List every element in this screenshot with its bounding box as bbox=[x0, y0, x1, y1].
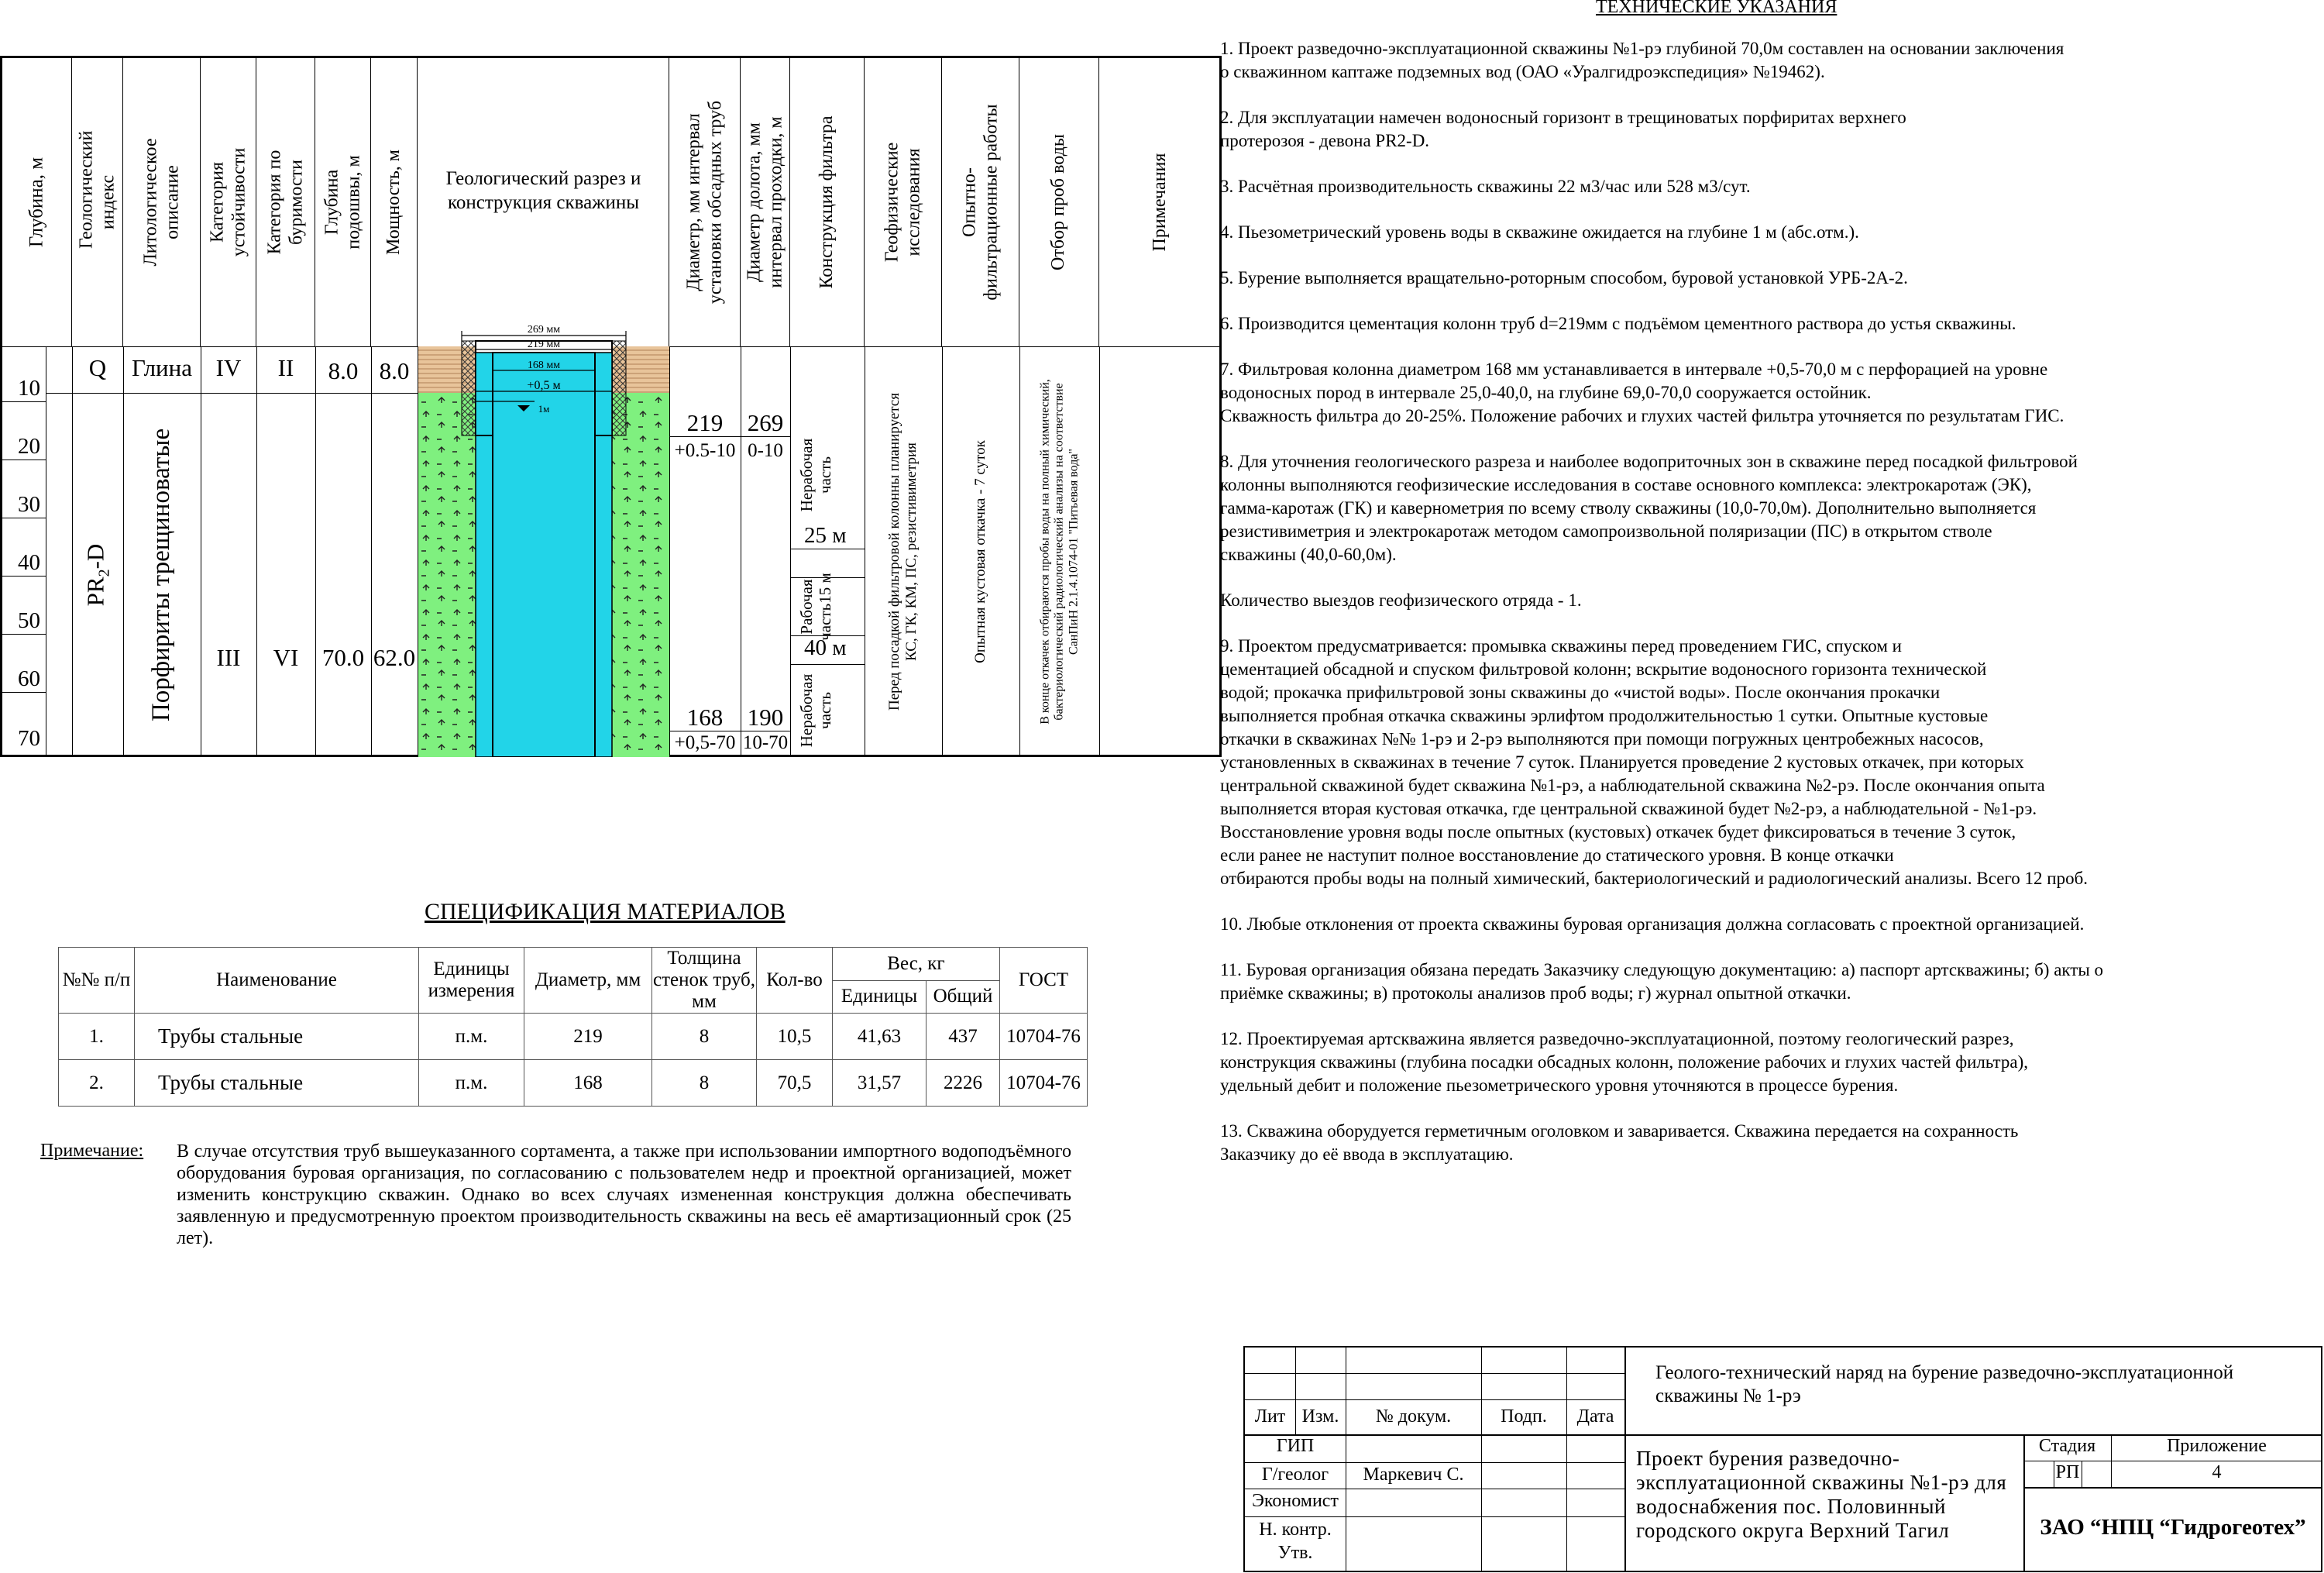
spec-row bbox=[59, 1060, 1088, 1107]
note-item: 6. Производится цементация колонн труб d=219мм с подъёмом цементного раствора до устья скважины. bbox=[1220, 314, 2016, 333]
note-item: 7. Фильтровая колонна диаметром 168 мм устанавливается в интервале +0,5-70,0 м с перфорацией на уровне водоносных пород в интервале 25,0-40,0, на глубине 69,0-70,0 сооружается остойник. Скважность фильтра до 20-25%. Положение рабочих и глухих частей фильтра уточняется по результатам ГИС. bbox=[1220, 360, 2064, 425]
hdr-notes-label: Примечания bbox=[1150, 153, 1171, 252]
tb-project: Проект бурения разведочно-эксплуатационной скважины №1-рэ для водоснабжения пос. Половинный городского округа Верхний Тагил bbox=[1636, 1447, 2007, 1542]
col-line bbox=[315, 346, 316, 757]
tb-appendix-label: Приложение bbox=[2167, 1436, 2267, 1456]
depth-tick bbox=[2, 401, 46, 402]
spec-cell: 2226 bbox=[927, 1060, 1000, 1107]
layer2-index-text bbox=[81, 544, 113, 607]
hdr-section-label: Геологический разрез и конструкция скважины bbox=[445, 168, 641, 213]
layer2-index-base: PR bbox=[81, 577, 109, 607]
note-item: 9. Проектом предусматривается: промывка скважины перед проведением ГИС, спуском и цементацией обсадной и спуском фильтровой колонн; вскрытие водоносного горизонта технической водой; прокачка прифильтровой зоны скважины до «чистой воды». После окончания прокачки выполняется пробная откачка скважины эрлифтом продолжительностью 1 сутки. Опытные кустовые откачки в скважинах №№ 1-рэ и 2-рэ выполняются при помощи погружных центробежных насосов, установленных в скважинах в течение 7 суток. Планируется проведение 2 кустовых откачек, при которых центральной скважиной будет скважина №1-рэ, а наблюдательной скважина №2-рэ. После окончания опыта выполняется вторая кустовая откачка, где центральной скважиной будет №2-рэ, а наблюдательной - №1-рэ. Восстановление уровня воды после опытных (кустовых) откачек будет фиксироваться в течение 3 суток, если ранее не наступит полное восстановление до статического уровня. В конце откачки отбираются пробы воды на полный химический, бактериологический и радиологический анализы. Всего 12 проб. bbox=[1220, 636, 2089, 888]
title-block bbox=[1243, 1346, 2322, 1572]
spec-cell: 219 bbox=[524, 1014, 652, 1060]
dim-plus-05: +0,5 м bbox=[527, 379, 561, 392]
bit-i2: 10-70 bbox=[742, 732, 789, 753]
dim-168: 168 мм bbox=[527, 360, 561, 371]
hdr-bottom bbox=[315, 58, 371, 346]
geophys-cell bbox=[865, 346, 942, 757]
layer1-stab: IV bbox=[215, 354, 242, 381]
spec-cell: Трубы стальные bbox=[135, 1060, 419, 1107]
tb-geolog-name: Маркевич С. bbox=[1363, 1465, 1464, 1485]
spec-h-gost: ГОСТ bbox=[1000, 948, 1088, 1014]
spec-h-diam: Диаметр, мм bbox=[524, 948, 652, 1014]
layer2-drill: VI bbox=[273, 644, 299, 671]
layer1-drill: II bbox=[277, 354, 294, 381]
spec-h-name: Наименование bbox=[135, 948, 419, 1014]
hdr-notes bbox=[1099, 58, 1222, 346]
spec-cell: 1. bbox=[59, 1014, 135, 1060]
tb-h-doc: № докум. bbox=[1375, 1406, 1452, 1427]
layer2-index-sub: 2 bbox=[95, 569, 113, 577]
col-line bbox=[669, 346, 670, 757]
tb-stage-label: Стадия bbox=[2038, 1436, 2096, 1456]
filter-work-label: Рабочая часть15 м bbox=[796, 572, 834, 641]
spec-cell: 8 bbox=[652, 1060, 757, 1107]
spec-cell: Трубы стальные bbox=[135, 1014, 419, 1060]
spec-cell: 8 bbox=[652, 1014, 757, 1060]
spec-h-w-total: Общий bbox=[927, 980, 1000, 1014]
spec-h-wall: Толщина стенок труб, мм bbox=[653, 948, 755, 1012]
note-item: 13. Скважина оборудуется герметичным оголовком и заваривается. Скважина передается на сохранность Заказчику до её ввода в эксплуатацию. bbox=[1220, 1121, 2019, 1164]
note-item: 12. Проектируемая артскважина является разведочно-эксплуатационной, поэтому геологический разрез, конструкция скважины (глубина посадки обсадных колонн, положение рабочих и глухих частей фильтра), удельный дебит и положение пьезометрического уровня уточняются в процессе бурения. bbox=[1220, 1029, 2028, 1095]
depth-label: 40 bbox=[18, 550, 40, 575]
hdr-casing bbox=[669, 58, 741, 346]
spec-h-w-unit: Единицы bbox=[833, 980, 927, 1014]
tb-line bbox=[2023, 1487, 2322, 1489]
depth-tick bbox=[2, 576, 46, 577]
hdr-thick bbox=[371, 58, 418, 346]
dim-219: 219 мм bbox=[527, 339, 561, 350]
tb-org: ЗАО “НПЦ “Гидрогеотех” bbox=[2040, 1515, 2306, 1540]
bit-i1: 0-10 bbox=[748, 440, 783, 461]
casing-i1: +0.5-10 bbox=[674, 440, 736, 461]
note-item: 10. Любые отклонения от проекта скважины буровая организация должна согласовать с проектной организацией. bbox=[1220, 914, 2085, 934]
spec-h-qty: Кол-во bbox=[757, 948, 833, 1014]
casing-d1: 219 bbox=[686, 409, 724, 436]
layer2-index bbox=[72, 393, 123, 757]
pump-text: Опытная кустовая откачка - 7 суток bbox=[972, 440, 989, 663]
hdr-geophys bbox=[865, 58, 942, 346]
tb-r-control: Н. контр. bbox=[1259, 1520, 1332, 1540]
layer2-stab: III bbox=[216, 644, 241, 671]
hdr-thick-label: Мощность, м bbox=[383, 150, 404, 255]
bit-d1: 269 bbox=[747, 409, 784, 436]
filter-mark-25: 25 м bbox=[804, 523, 847, 548]
spec-cell: 10704-76 bbox=[1000, 1060, 1088, 1107]
spec-cell: 168 bbox=[524, 1060, 652, 1107]
note-item: Количество выездов геофизического отряда - 1. bbox=[1220, 590, 1582, 610]
col-line bbox=[256, 346, 257, 757]
spec-h-unit: Единицы измерения bbox=[419, 948, 524, 1014]
spec-cell: п.м. bbox=[419, 1014, 524, 1060]
filter-blank-top-label: Нерабочая часть bbox=[796, 438, 834, 512]
hdr-filter bbox=[790, 58, 865, 346]
filter-mark-40: 40 м bbox=[804, 635, 847, 660]
spec-row bbox=[59, 1014, 1088, 1060]
col-line bbox=[1099, 346, 1100, 757]
sampling-text: В конце откачек отбираются пробы воды на полный химический, бактериологический радиологический анализы на соответствие СанПиН 2.1.4.1074-01 "Питьевая вода" bbox=[1037, 379, 1080, 725]
hdr-geophys-label: Геофизические исследования bbox=[881, 142, 923, 263]
layer1-index: Q bbox=[88, 354, 107, 381]
geophys-text: Перед посадкой фильтровой колонны планируется КС, ГК, КМ, ПС, резистивиметрия bbox=[886, 393, 920, 711]
tb-r-econ: Экономист bbox=[1252, 1491, 1339, 1511]
hdr-stab-label: Категория устойчивости bbox=[206, 147, 249, 257]
layer1-lith: Глина bbox=[132, 354, 192, 381]
well-section-drawing bbox=[418, 260, 669, 757]
geologic-log bbox=[0, 56, 1222, 757]
depth-tick bbox=[2, 634, 46, 635]
casing-d2: 168 bbox=[686, 704, 724, 731]
tb-h-sign: Подп. bbox=[1501, 1406, 1547, 1427]
tb-r-geolog: Г/геолог bbox=[1261, 1465, 1329, 1485]
hdr-filter-label: Конструкция фильтра bbox=[816, 115, 837, 289]
depth-label: 50 bbox=[18, 608, 40, 633]
tb-h-date: Дата bbox=[1576, 1406, 1614, 1427]
cement-left bbox=[462, 341, 476, 435]
hdr-sampling bbox=[1019, 58, 1099, 346]
layer2-index-rest: -D bbox=[81, 543, 109, 570]
hdr-index bbox=[72, 58, 123, 346]
pump-cell bbox=[942, 346, 1019, 757]
spec-cell: 70,5 bbox=[757, 1060, 833, 1107]
layer2-bottom: 70.0 bbox=[321, 644, 365, 671]
layer2-thick: 62.0 bbox=[373, 644, 416, 671]
spec-cell: 31,57 bbox=[833, 1060, 927, 1107]
tb-r-approve: Утв. bbox=[1277, 1543, 1313, 1563]
hdr-lith bbox=[123, 58, 201, 346]
spec-table bbox=[58, 947, 1088, 1107]
hdr-drill-label: Категория по буримости bbox=[263, 150, 306, 255]
dim-1m: 1м bbox=[538, 403, 550, 415]
hdr-stab bbox=[201, 58, 256, 346]
casing-i2: +0,5-70 bbox=[674, 732, 736, 753]
spec-cell: 2. bbox=[59, 1060, 135, 1107]
hdr-index-label: Геологический индекс bbox=[75, 130, 118, 249]
note-item: 1. Проект разведочно-эксплуатационной скважины №1-рэ глубиной 70,0м составлен на основании заключения о скважинном каптаже подземных вод (ОАО «Уралгидроэкспедиция» №19462). bbox=[1220, 39, 2064, 81]
note-label: Примечание: bbox=[40, 1141, 144, 1161]
spec-cell: 10704-76 bbox=[1000, 1014, 1088, 1060]
sampling-cell bbox=[1019, 346, 1099, 757]
filter-work bbox=[790, 572, 865, 641]
depth-label: 30 bbox=[18, 492, 40, 517]
tb-r-gip: ГИП bbox=[1276, 1436, 1315, 1456]
hdr-bit bbox=[741, 58, 790, 346]
spec-h-weight: Вес, кг bbox=[833, 948, 1000, 981]
bit-d2: 190 bbox=[747, 704, 784, 731]
spec-h-num: №№ п/п bbox=[59, 948, 135, 1014]
note-item: 3. Расчётная производительность скважины 22 м3/час или 528 м3/сут. bbox=[1220, 177, 1751, 196]
dim-269: 269 мм bbox=[527, 324, 561, 336]
depth-tick bbox=[2, 692, 46, 693]
spec-cell: 10,5 bbox=[757, 1014, 833, 1060]
depth-label: 70 bbox=[18, 726, 40, 751]
note-item: 8. Для уточнения геологического разреза и наиболее водопритoчных зон в скважине перед посадкой фильтровой колонны выполняются геофизические исследования в составе основного комплекса: электрокаротаж (ЭК), гамма-каротаж (ГК) и кавернометрия по всему стволу скважины (10,0-70,0м). Дополнительно выполняется резистивиметрия и электрокаротаж методом самопроизвольной поляризации (ПС) в открытом стволе скважины (40,0-60,0м). bbox=[1220, 452, 2078, 564]
hdr-depth-label: Глубина, м bbox=[26, 157, 47, 248]
notes-title: ТЕХНИЧЕСКИЕ УКАЗАНИЯ bbox=[1596, 0, 1838, 17]
spec-cell: п.м. bbox=[419, 1060, 524, 1107]
spec-cell: 437 bbox=[927, 1014, 1000, 1060]
hdr-sampling-label: Отбор проб воды bbox=[1048, 134, 1069, 270]
technical-notes bbox=[1220, 37, 2320, 1189]
depth-label: 60 bbox=[18, 666, 40, 691]
tb-appendix: 4 bbox=[2212, 1462, 2222, 1482]
depth-label: 20 bbox=[18, 434, 40, 459]
note-item: 2. Для эксплуатации намечен водоносный горизонт в трещиноватых порфиритах верхнего протерозоя - девона PR2-D. bbox=[1220, 108, 1906, 150]
hdr-bottom-label: Глубина подошвы, м bbox=[321, 155, 363, 250]
col-line bbox=[371, 346, 372, 757]
hdr-lith-label: Литологическое описание bbox=[139, 138, 182, 267]
filter-blank-bottom-label: Нерабочая часть bbox=[796, 673, 834, 748]
layer2-lith-text: Порфириты трещиноватые bbox=[147, 428, 176, 722]
hdr-drill bbox=[256, 58, 315, 346]
filter-blank-bottom bbox=[790, 664, 865, 757]
tb-h-izm: Изм. bbox=[1301, 1406, 1339, 1427]
tb-doc-title: Геолого-технический наряд на бурение разведочно-эксплуатационной скважины № 1-рэ bbox=[1655, 1362, 2234, 1406]
note-item: 5. Бурение выполняется вращательно-роторным способом, буровой установкой УРБ-2А-2. bbox=[1220, 268, 1908, 287]
hdr-depth bbox=[2, 58, 72, 346]
tb-h-lit: Лит bbox=[1254, 1406, 1286, 1427]
layer1-bottom: 8.0 bbox=[328, 357, 359, 384]
spec-title: СПЕЦИФИКАЦИЯ МАТЕРИАЛОВ bbox=[425, 899, 786, 924]
layer1-thick: 8.0 bbox=[379, 357, 410, 384]
depth-label: 10 bbox=[18, 376, 40, 401]
hdr-pump-label: Опытно-фильтрационные работы bbox=[958, 104, 1001, 301]
note-item: 4. Пьезометрический уровень воды в скважине ожидается на глубине 1 м (абс.отм.). bbox=[1220, 222, 1859, 242]
cement-right bbox=[612, 341, 626, 435]
hdr-pump bbox=[942, 58, 1019, 346]
hdr-bit-label: Диаметр долота, мм интервал проходки, м bbox=[743, 116, 786, 288]
note-text: В случае отсутствия труб вышеуказанного сортамента, а также при использовании импортного водоподъёмного оборудования буровая организация, по согласованию с пользователем недр и проектной организацией, может изменить конструкцию скважин. Однако во всех случаях измененная конструкция должна обеспечивать заявленную и предусмотренную проектом производительность скважины на весь её амартизационный срок (25 лет). bbox=[177, 1141, 1071, 1248]
note-item: 11. Буровая организация обязана передать Заказчику следующую документацию: а) паспорт артскважины; б) акты о приёмке скважины; в) протоколы анализов проб воды; г) журнал опытной откачки. bbox=[1220, 960, 2104, 1003]
spec-cell: 41,63 bbox=[833, 1014, 927, 1060]
layer2-lith bbox=[123, 393, 201, 757]
hdr-casing-label: Диаметр, мм интервал установки обсадных труб bbox=[682, 100, 725, 305]
tb-stage: РП bbox=[2055, 1462, 2080, 1482]
